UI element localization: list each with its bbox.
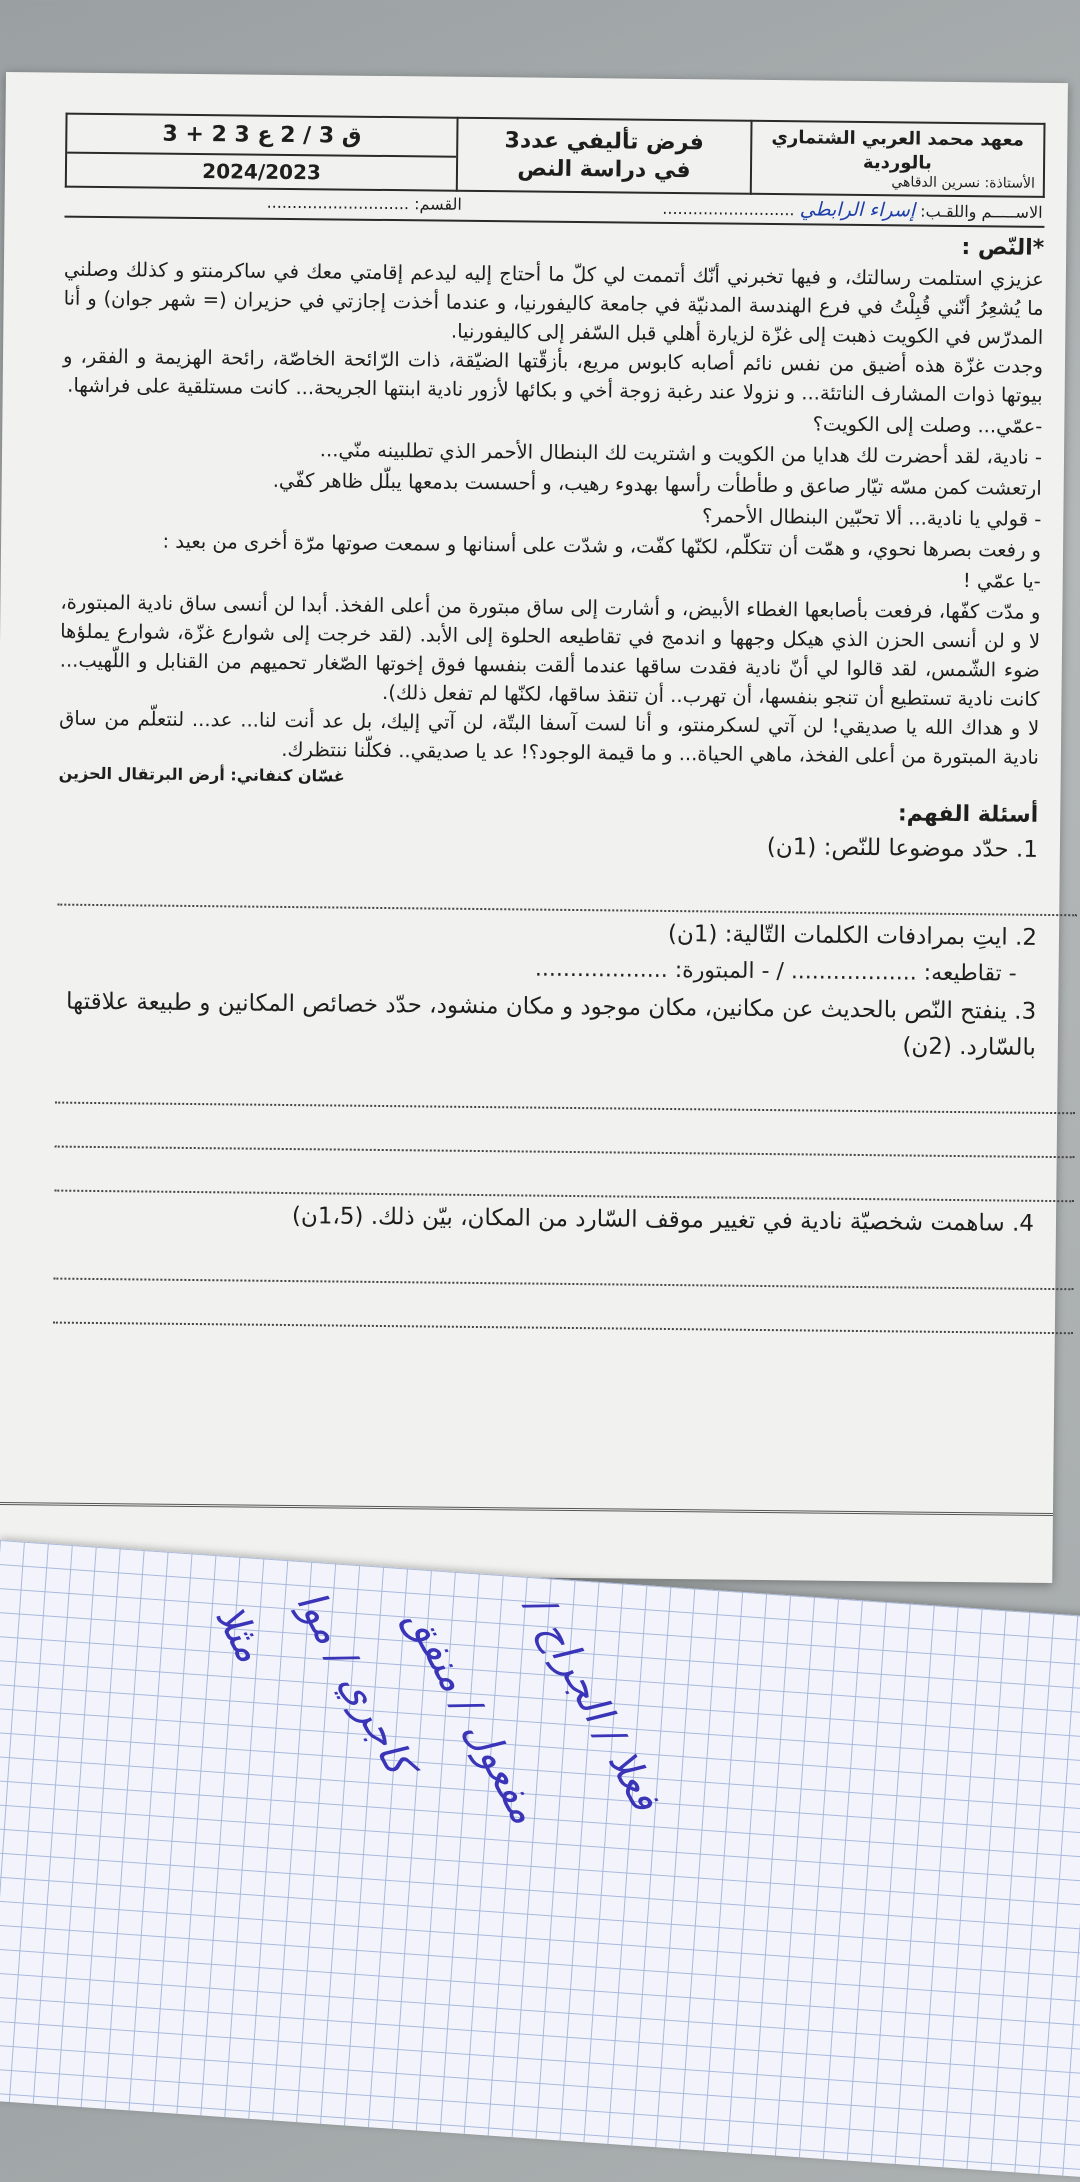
paragraph-4: و رفعت بصرها نحوي، و همّت أن تتكلّم، لكنّها كفّت، و شدّت على أسنانها و سمعت صوتها مرّة أخرى من بعيد : [162, 529, 1042, 562]
questions-title: أسئلة الفهم: [897, 801, 1039, 828]
school-year: 2024/2023 [202, 159, 322, 185]
notebook-page [0, 1540, 1080, 2182]
exam-header [65, 113, 1046, 198]
handwriting-4: فعلا / الجراح / [517, 1589, 669, 1819]
section-dots: ............................ [266, 192, 410, 214]
exam-title-cell [457, 118, 751, 194]
handwriting-2: كاجري / موا [287, 1582, 423, 1783]
section-field [267, 193, 462, 217]
paragraph-2: وجدت غزّة هذه أضيق من نفس نائم أصابه كابوس مريع، بأزقّتها الضيّقة، ذات الرّائحة الخاصّة، رائحة الهزيمة و الفقر، و بيوتها ذوات المشارف الناتئة... و نزولا عند رغبة زوجة أخي و بكائها لأزور نادية ابنتها الجريحة... كانت مستلقية على فراشها. [62, 344, 1044, 407]
handwriting-1: مثلا [205, 1597, 274, 1670]
dialogue-2: - نادية، لقد أحضرت لك هدايا من الكويت و اشتريت لك البنطال الأحمر الذي تطلبينه منّي... [319, 438, 1043, 469]
teacher-name: الأستاذة: نسرين الدقاهي [891, 174, 1035, 192]
student-name-field [662, 197, 1042, 223]
class-list: 3 + 2 ق 3 / 2 ع 3 [67, 115, 457, 158]
handwriting-3: مفعول / منفق [396, 1600, 548, 1832]
dialogue-3: - قولي يا نادية... ألا تحبّين البنطال الأحمر؟ [701, 504, 1042, 531]
school-name: معهد محمد العربي الشتماري بالوردية [771, 127, 1025, 174]
name-dots: .......................... [662, 198, 795, 220]
dialogue-1: -عمّي... وصلت إلى الكويت؟ [812, 412, 1043, 438]
school-cell [750, 121, 1044, 197]
section-label: القسم: [414, 194, 462, 214]
paragraph-6: لا و هداك الله يا صديقي! لن آتي لسكرمنتو، و أنا لست آسفا البتّة، لن آتي إليك، بل عد أنت لنا... عد... لنتعلّم من ساق نادية المبتورة من أعلى الفخذ، ماهي الحياة... و ما قيمة الوجود؟! عد يا صديقي.. فكلّنا ننتظرك. [59, 706, 1040, 769]
paragraph-3: ارتعشت كمن مسّه تيّار صاعق و طأطأت رأسها بهدوء رهيب، و أحسست بدمعها يبلّل ظاهر كفّي. [272, 468, 1042, 500]
text-source: غسّان كنفاني: أرض البرتقال الحزين [58, 763, 345, 786]
question-3: 3. ينفتح النّص بالحديث عن مكانين، مكان موجود و مكان منشود، حدّد خصائص المكانين و طبيعة علاقتها بالسّارد. (2ن) [65, 988, 1037, 1061]
dialogue-4: -يا عمّي ! [962, 569, 1041, 593]
exam-content [53, 113, 1046, 1334]
text-title: *النّص : [961, 235, 1045, 261]
exam-subject: في دراسة النص [517, 155, 691, 183]
question-2-words[interactable]: - تقاطيعه: .................. / - المبتورة: ................... [534, 956, 1017, 987]
class-year-cell [66, 114, 458, 191]
student-name: إسراء الرابطي [799, 198, 916, 222]
page-bottom-rule [0, 1502, 1053, 1516]
paragraph-5: و مدّت كفّها، فرفعت بأصابعها الغطاء الأبيض، و أشارت إلى ساق مبتورة من أعلى الفخذ. أبدا لن أنسى ساق نادية المبتورة، لا و لن أنسى الحزن الذي هيكل وجهها و اندمج في تقاطيعه الحلوة إلى الأبد. (لقد خرجت إلى شوارع غزّة، شوارع يملؤها ضوء الشّمس، لقد قالوا لي أنّ نادية فقدت ساقها عندما ألقت بنفسها فوق إخوتها الصّغار تحميهم من القنابل و اللّهيب... كانت نادية تستطيع أن تنجو بنفسها، أن تهرب.. أن تنقذ ساقها، لكنّها لم تفعل ذلك). [59, 590, 1041, 711]
question-1: 1. حدّد موضوعا للنّص: (1ن) [766, 834, 1039, 863]
question-4: 4. ساهمت شخصيّة نادية في تغيير موقف السّارد من المكان، بيّن ذلك. (1،5ن) [291, 1203, 1035, 1237]
paragraph-1: عزيزي استلمت رسالتك، و فيها تخبرني أنّك أتممت لي كلّ ما أحتاج إليه ليدعم إقامتي معك في ساكرمنتو و كذلك وصلني ما يُشعِرُ أنّني قُبِلْتُ في فرع الهندسة المدنيّة في جامعة كاليفورنيا، و عندما أخذت إجازتي في حزيران (= شهر جوان) و أنا المدرّس في الكويت ذهبت إلى غزّة لزيارة أهلي قبل السّفر إلى كاليفورنيا. [63, 257, 1045, 349]
question-2: 2. ايتِ بمرادفات الكلمات التّالية: (1ن) [667, 920, 1038, 951]
answer-line-4b[interactable] [53, 1280, 1073, 1335]
name-label: الاســـــم واللقـب: [920, 201, 1043, 222]
exam-sheet [0, 72, 1068, 1583]
answer-line-3c[interactable] [54, 1148, 1074, 1203]
answer-line-1[interactable] [57, 862, 1077, 917]
exam-title: فرض تأليفي عدد3 [504, 128, 704, 156]
